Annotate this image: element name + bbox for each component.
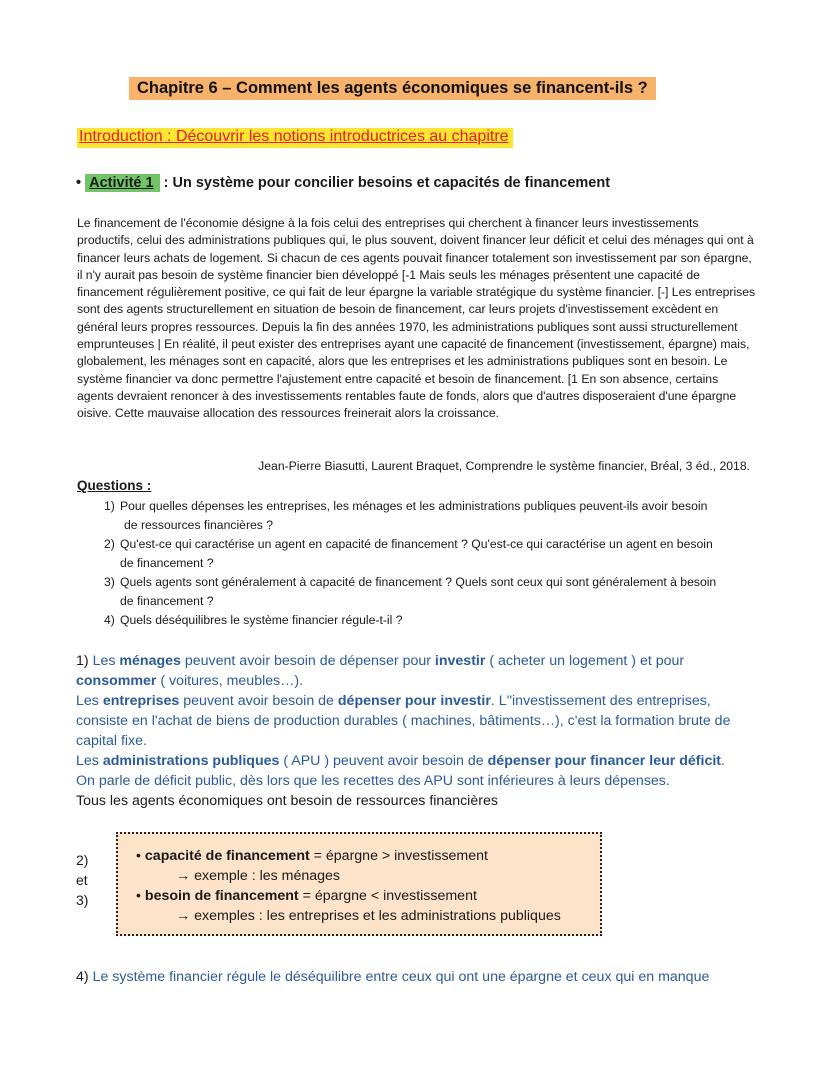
document-source: Jean-Pierre Biasutti, Laurent Braquet, Comprendre le système financier, Bréal, 3 éd., 2018. — [258, 459, 750, 473]
activity-title: : Un système pour concilier besoins et capacités de financement — [163, 175, 611, 191]
definition-box — [116, 832, 602, 936]
besoin-line: • besoin de financement = épargne < investissement — [136, 888, 477, 904]
answer-1-menages: 1) Les ménages peuvent avoir besoin de dépenser pour investir ( acheter un logement ) et pour consommer ( voitures, meubles…). — [76, 653, 685, 689]
answer-1-apu: Les administrations publiques ( APU ) peuvent avoir besoin de dépenser pour financer leur déficit. — [76, 753, 725, 769]
answer-1-conclusion: Tous les agents économiques ont besoin de ressources financières — [76, 793, 498, 809]
capacite-line: • capacité de financement = épargne > investissement — [136, 848, 488, 864]
capacite-example: → exemple : les ménages — [176, 868, 341, 884]
besoin-example: → exemples : les entreprises et les administrations publiques — [176, 908, 561, 924]
question-item: 4) Quels déséquilibres le système financier régule-t-il ? — [104, 613, 403, 627]
answer-2-3-labels: 2) et 3) — [76, 852, 89, 908]
activity-label: Activité 1 — [85, 174, 159, 192]
questions-heading: Questions : — [77, 478, 152, 493]
question-item: 3) Quels agents sont généralement à capacité de financement ? Quels sont ceux qui sont généralement à besoin de financement ? — [104, 575, 717, 608]
introduction-heading: Introduction : Découvrir les notions introductrices au chapitre — [77, 128, 513, 148]
questions-list — [104, 497, 764, 630]
document-paragraph: Le financement de l'économie désigne à la fois celui des entreprises qui cherchent à financer leurs investissements productifs, celui des administrations publiques qui, le plus souvent, doivent financer leur déficit et celui des ménages qui ont à financer leurs achats de logement. Si chacun de ces agents pouvait financer totalement son investissement par son épargne, il n'y aurait pas besoin de système financier bien développé [-1 Mais seuls les ménages présentent une capacité de financement régulièrement positive, ce qui fait de leur épargne la variable stratégique du système financier. [-] Les entreprises sont des agents structurellement en situation de besoin de financement, car leurs projets d'investissement excèdent en général leurs propres ressources. Depuis la fin des années 1970, les administrations publiques sont aussi structurellement emprunteuses | En réalité, il peut exister des entreprises ayant une capacité de financement (investissement, épargne) mais, globalement, les ménages sont en capacité, alors que les entreprises et les administrations publiques sont en besoin. Le système financier va donc permettre l'ajustement entre capacité et besoin de financement. [1 En son absence, certains agents devraient renoncer à des investissements rentables faute de fonds, alors que d'autres disposeraient d'une épargne oisive. Cette mauvaise allocation des ressources freinerait alors la croissance. — [77, 216, 756, 421]
answer-4: 4) Le système financier régule le déséquilibre entre ceux qui ont une épargne et ceux qui en manque — [76, 969, 710, 985]
bullet: • — [76, 175, 82, 191]
activity-heading — [76, 175, 610, 191]
answer-1-entreprises: Les entreprises peuvent avoir besoin de dépenser pour investir. L''investissement des entreprises, consiste en l'achat de biens de production durables ( machines, bâtiments…), c'est la formation brute de capital fixe. — [76, 693, 731, 749]
question-item: 2) Qu'est-ce qui caractérise un agent en capacité de financement ? Qu'est-ce qui caractérise un agent en besoin de financement ? — [104, 537, 713, 570]
answer-1-deficit-note: On parle de déficit public, dès lors que les recettes des APU sont inférieures à leurs dépenses. — [76, 773, 670, 789]
chapter-title: Chapitre 6 – Comment les agents économiques se financent-ils ? — [129, 77, 656, 100]
answer-1 — [76, 651, 766, 811]
question-item: 1) Pour quelles dépenses les entreprises, les ménages et les administrations publiques peuvent-ils avoir besoin de ressources financières ? — [104, 499, 708, 532]
